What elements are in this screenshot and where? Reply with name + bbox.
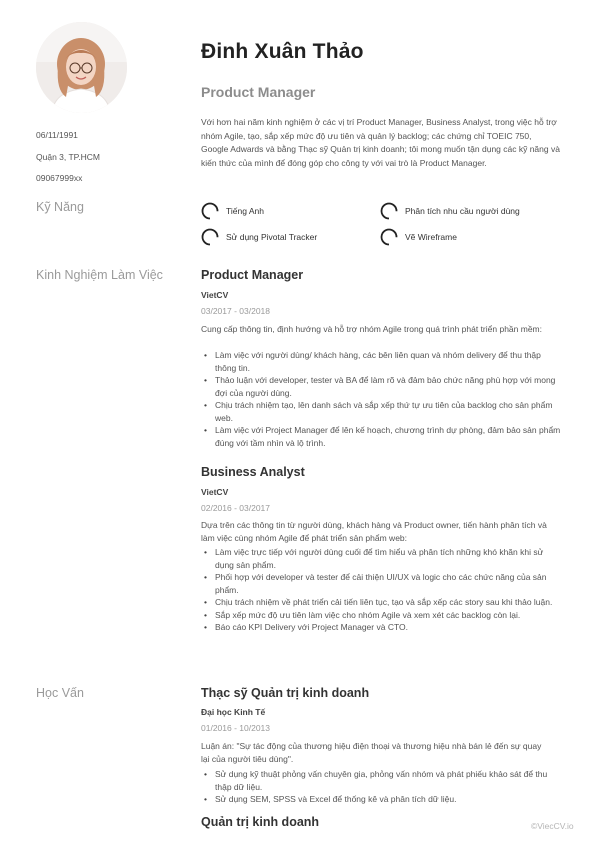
skill-label: Sử dụng Pivotal Tracker	[226, 232, 318, 242]
experience-company: VietCV	[201, 487, 229, 497]
address: Quận 3, TP.HCM	[36, 152, 100, 162]
skill-item	[201, 228, 317, 246]
experience-dates: 02/2016 - 03/2017	[201, 503, 271, 513]
education-dates: 01/2016 - 10/2013	[201, 723, 271, 733]
skill-label: Tiếng Anh	[226, 206, 264, 216]
education-school: Đại học Kinh Tế	[201, 707, 266, 717]
education-degree: Thạc sỹ Quản trị kinh doanh	[201, 686, 370, 700]
experience-title: Product Manager	[201, 268, 304, 282]
experience-title: Business Analyst	[201, 465, 305, 479]
experience-company: VietCV	[201, 290, 229, 300]
experience-dates: 03/2017 - 03/2018	[201, 306, 271, 316]
skill-label: Phân tích nhu cầu người dùng	[405, 206, 520, 216]
watermark: ©ViecCV.io	[531, 821, 574, 831]
date-of-birth: 06/11/1991	[36, 130, 78, 140]
list-item: • Sử dụng SEM, SPSS và Excel để thống kê và phân tích dữ liệu.	[201, 793, 561, 806]
experience-bullets	[201, 546, 561, 634]
experience-description: Dựa trên các thông tin từ người dùng, khách hàng và Product owner, tiến hành phân tích và làm việc cùng nhóm Agile để phát triển sản phẩm web:	[201, 520, 547, 543]
list-item: • Chịu trách nhiệm về phát triển cải tiến liên tục, tạo và sắp xếp các story sau khi thảo luận.	[201, 596, 561, 609]
section-title-education: Học Vấn	[36, 686, 84, 700]
candidate-name: Đinh Xuân Thảo	[201, 40, 364, 63]
list-item: • Làm việc trực tiếp với người dùng cuối để tìm hiểu và phân tích những khó khăn khi sử dụng sản phẩm.	[201, 546, 561, 571]
education-description: Luận án: "Sự tác động của thương hiệu điện thoại và thương hiệu nhà bán lẻ đến sự quay lại của người tiêu dùng".	[201, 741, 542, 764]
profile-summary: Với hơn hai năm kinh nghiệm ở các vị trí Product Manager, Business Analyst, trong việc hỗ trợ nhóm Agile, tạo, sắp xếp mức độ ưu tiên và quản lý backlog; các chứng chỉ TOEIC 750, Google Adwards và bằng Thạc sỹ Quản trị kinh doanh; tôi mong muốn tận dụng các kỹ năng và kiến thức của mình để đóng góp cho công ty với vai trò là Product Manager.	[201, 117, 560, 168]
skill-item	[201, 202, 264, 220]
skill-item	[380, 202, 520, 220]
list-item: • Phối hợp với developer và tester để cải thiện UI/UX và logic cho các chức năng của sản phẩm.	[201, 571, 561, 596]
skill-item	[380, 228, 457, 246]
list-item: • Làm việc với người dùng/ khách hàng, các bên liên quan và nhóm delivery để thu thập thông tin.	[201, 349, 561, 374]
section-title-skills: Kỹ Năng	[36, 200, 84, 214]
experience-bullets	[201, 349, 561, 449]
list-item: • Thảo luận với developer, tester và BA để làm rõ và đảm bảo chức năng phù hợp với mong đợi của người dùng.	[201, 374, 561, 399]
section-title-experience: Kinh Nghiệm Làm Việc	[36, 268, 163, 282]
skill-level-ring-icon	[201, 228, 219, 246]
list-item: • Chịu trách nhiệm tạo, lên danh sách và sắp xếp thứ tự ưu tiên của backlog cho sản phẩm web.	[201, 399, 561, 424]
phone-number: 09067999xx	[36, 173, 83, 183]
skill-level-ring-icon	[380, 228, 398, 246]
list-item: • Sắp xếp mức độ ưu tiên làm việc cho nhóm Agile và xem xét các backlog còn lại.	[201, 609, 561, 622]
job-title: Product Manager	[201, 84, 316, 100]
avatar	[36, 22, 127, 113]
skill-level-ring-icon	[201, 202, 219, 220]
skill-label: Vẽ Wireframe	[405, 232, 457, 242]
education-bullets	[201, 768, 561, 806]
list-item: • Sử dụng kỹ thuật phỏng vấn chuyên gia, phỏng vấn nhóm và phát phiếu khảo sát để thu thập dữ liệu.	[201, 768, 561, 793]
list-item: • Báo cáo KPI Delivery với Project Manager và CTO.	[201, 621, 561, 634]
skill-level-ring-icon	[380, 202, 398, 220]
profile-photo	[36, 22, 127, 113]
experience-description: Cung cấp thông tin, định hướng và hỗ trợ nhóm Agile trong quá trình phát triển phần mềm:	[201, 324, 542, 334]
list-item: • Làm việc với Project Manager để lên kế hoạch, chương trình dự phòng, đảm bảo sản phẩm đúng với tầm nhìn và lộ trình.	[201, 424, 561, 449]
education-degree: Quản trị kinh doanh	[201, 815, 320, 829]
